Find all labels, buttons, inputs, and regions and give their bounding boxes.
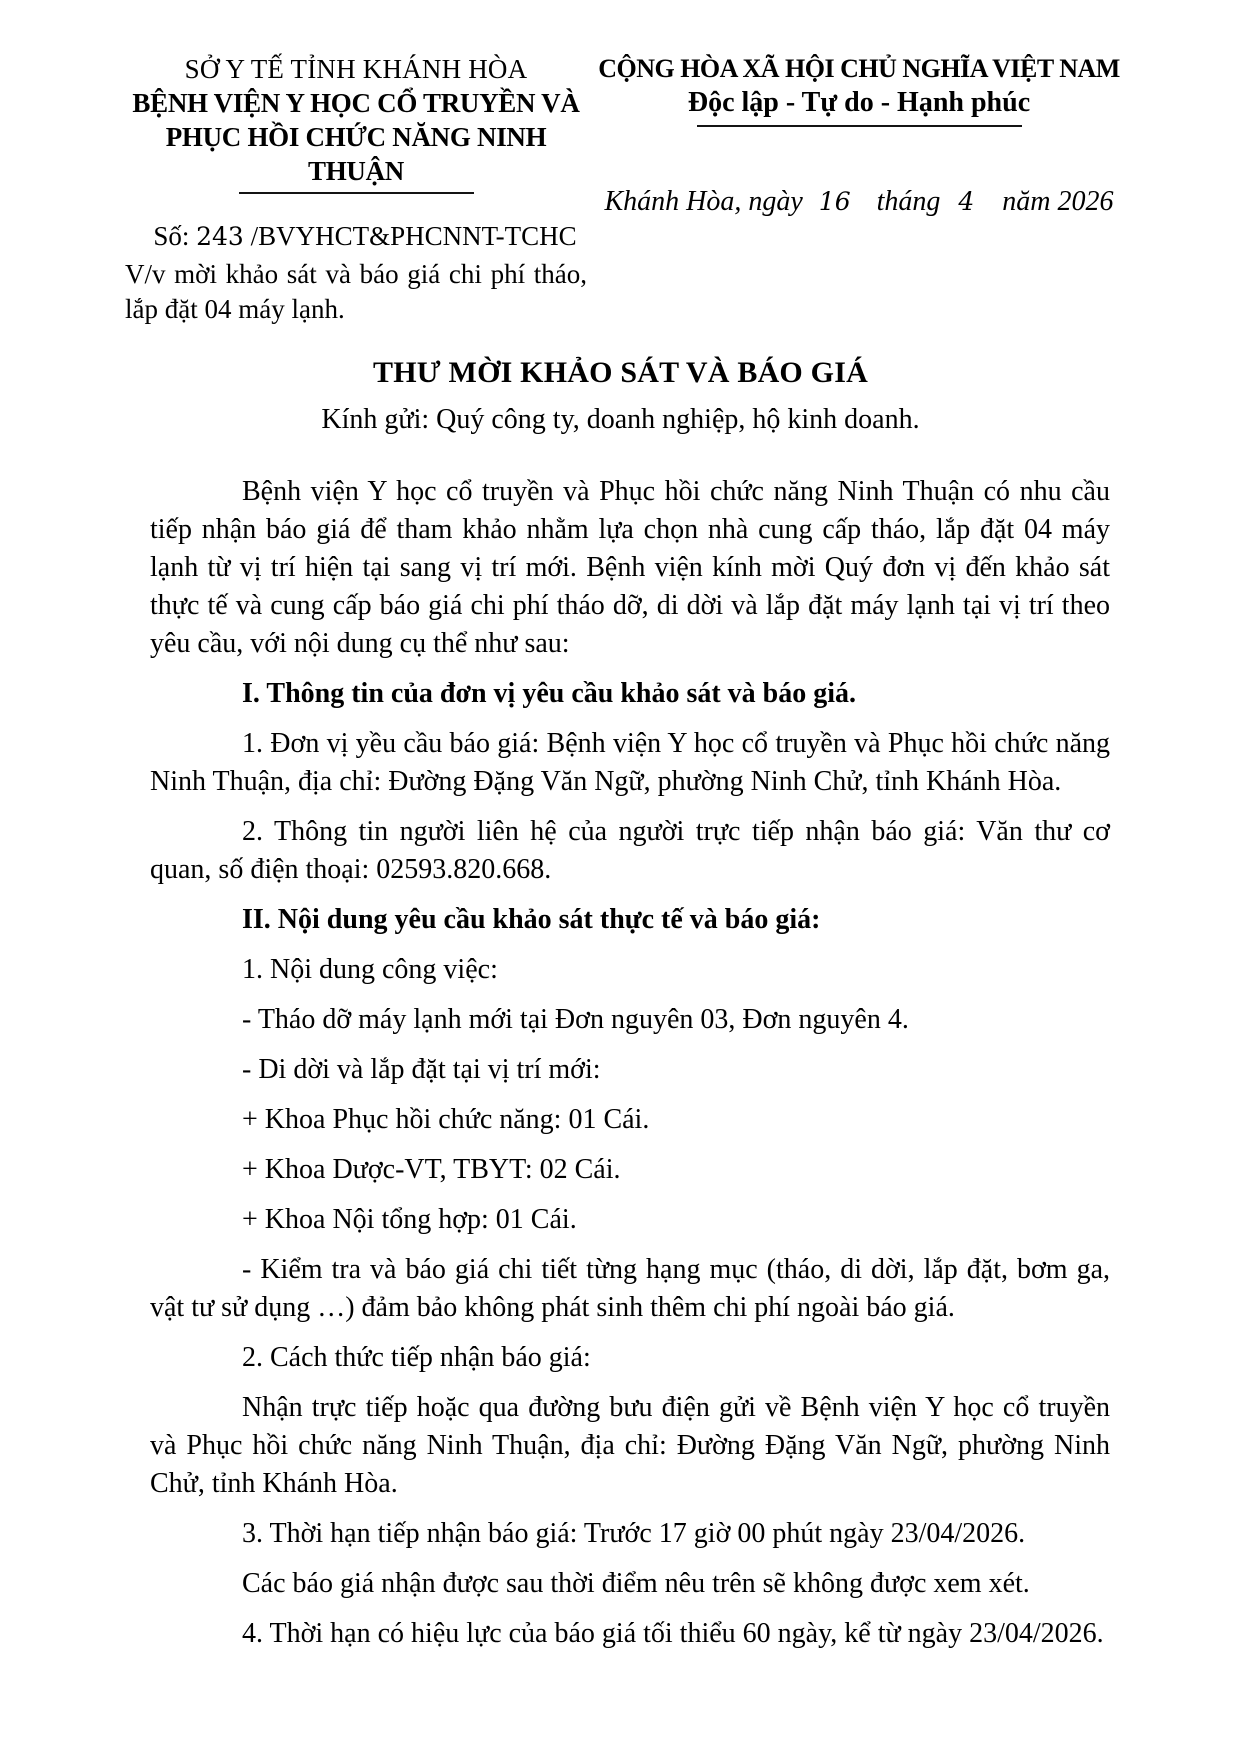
date-place: Khánh Hòa, ngày bbox=[604, 186, 803, 217]
date-day-value: 16 bbox=[818, 187, 851, 216]
relocate-item: - Di dời và lắp đặt tại vị trí mới: bbox=[242, 1054, 601, 1085]
document-number-code: /BVYHCT&PHCNNT-TCHC bbox=[250, 221, 577, 251]
national-motto-line2: Độc lập - Tự do - Hạnh phúc bbox=[687, 87, 1031, 118]
place-date-line bbox=[587, 185, 1131, 219]
org-name-line2: PHỤC HỒI CHỨC NĂNG NINH THUẬN bbox=[165, 122, 547, 186]
late-quotes-note: Các báo giá nhận được sau thời điểm nêu trên sẽ không được xem xét. bbox=[242, 1568, 1030, 1599]
document-number-line bbox=[125, 219, 587, 254]
motto-underline bbox=[697, 125, 1022, 127]
subject-line-2: lắp đặt 04 máy lạnh. bbox=[125, 294, 345, 324]
org-underline bbox=[239, 192, 474, 194]
subject-line-1: V/v mời khảo sát và báo giá chi phí tháo, bbox=[125, 259, 587, 289]
deadline-item: 3. Thời hạn tiếp nhận báo giá: Trước 17 giờ 00 phút ngày 23/04/2026. bbox=[242, 1518, 1026, 1549]
inspection-quote-item: - Kiểm tra và báo giá chi tiết từng hạng mục (tháo, di dời, lắp đặt, bơm ga, vật tư sử dụng …) đảm bảo không phát sinh thêm chi phí ngoài báo giá. bbox=[150, 1254, 1110, 1323]
org-name-line1: BỆNH VIỆN Y HỌC CỔ TRUYỀN VÀ bbox=[132, 88, 580, 118]
section-ii-heading: II. Nội dung yêu cầu khảo sát thực tế và báo giá: bbox=[242, 904, 821, 935]
receiving-method-label: 2. Cách thức tiếp nhận báo giá: bbox=[242, 1342, 591, 1373]
date-month-label: tháng bbox=[876, 186, 941, 217]
work-content-label: 1. Nội dung công việc: bbox=[242, 954, 498, 985]
document-title: THƯ MỜI KHẢO SÁT VÀ BÁO GIÁ bbox=[373, 356, 868, 389]
validity-item: 4. Thời hạn có hiệu lực của báo giá tối thiểu 60 ngày, kể từ ngày 23/04/2026. bbox=[242, 1618, 1104, 1649]
contact-info-item: 2. Thông tin người liên hệ của người trực tiếp nhận báo giá: Văn thư cơ quan, số điện thoại: 02593.820.668. bbox=[150, 816, 1110, 885]
section-i-heading: I. Thông tin của đơn vị yêu cầu khảo sát và báo giá. bbox=[242, 678, 857, 709]
parent-org-name: SỞ Y TẾ TỈNH KHÁNH HÒA bbox=[184, 54, 528, 84]
document-body bbox=[0, 473, 1241, 1653]
dept-internal-item: + Khoa Nội tổng hợp: 01 Cái. bbox=[242, 1204, 577, 1235]
national-header-block bbox=[587, 52, 1131, 327]
document-header bbox=[0, 52, 1241, 327]
issuing-org-block bbox=[125, 52, 587, 327]
salutation-line: Kính gửi: Quý công ty, doanh nghiệp, hộ kinh doanh. bbox=[321, 404, 920, 435]
document-number-value: 243 bbox=[196, 222, 244, 251]
subject-block bbox=[125, 257, 587, 327]
receiving-method-paragraph: Nhận trực tiếp hoặc qua đường bưu điện gửi về Bệnh viện Y học cổ truyền và Phục hồi chức năng Ninh Thuận, địa chỉ: Đường Đặng Văn Ngữ, phường Ninh Chử, tỉnh Khánh Hòa. bbox=[150, 1392, 1110, 1499]
national-motto-line1: CỘNG HÒA XÃ HỘI CHỦ NGHĨA VIỆT NAM bbox=[598, 54, 1120, 83]
dept-pharmacy-item: + Khoa Dược-VT, TBYT: 02 Cái. bbox=[242, 1154, 621, 1185]
date-year: năm 2026 bbox=[1002, 186, 1114, 217]
dept-rehabilitation-item: + Khoa Phục hồi chức năng: 01 Cái. bbox=[242, 1104, 650, 1135]
document-number-label: Số: bbox=[153, 221, 190, 251]
intro-paragraph: Bệnh viện Y học cổ truyền và Phục hồi chức năng Ninh Thuận có nhu cầu tiếp nhận báo giá để tham khảo nhằm lựa chọn nhà cung cấp tháo, lắp đặt 04 máy lạnh từ vị trí hiện tại sang vị trí mới. Bệnh viện kính mời Quý đơn vị đến khảo sát thực tế và cung cấp báo giá chi phí tháo dỡ, di dời và lắp đặt máy lạnh tại vị trí theo yêu cầu, với nội dung cụ thể như sau: bbox=[150, 476, 1110, 659]
date-month-value: 4 bbox=[958, 187, 975, 216]
dismantle-item: - Tháo dỡ máy lạnh mới tại Đơn nguyên 03, Đơn nguyên 4. bbox=[242, 1004, 909, 1035]
requesting-unit-item: 1. Đơn vị yều cầu báo giá: Bệnh viện Y học cổ truyền và Phục hồi chức năng Ninh Thuận, địa chỉ: Đường Đặng Văn Ngữ, phường Ninh Chử, tỉnh Khánh Hòa. bbox=[150, 728, 1110, 797]
